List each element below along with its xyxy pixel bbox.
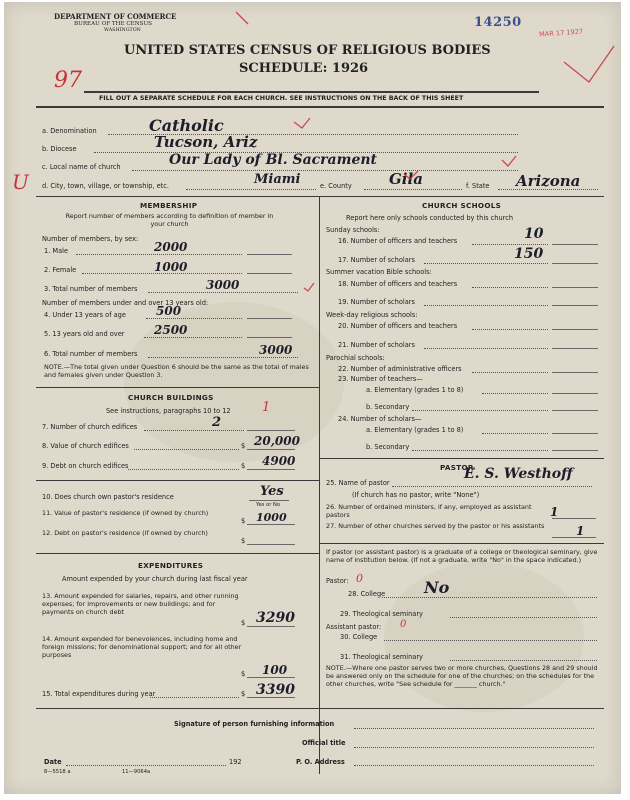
q14-label: 14. Amount expended for benevolences, including home and foreign missions; for denominational support; and for all other purposes <box>42 635 242 659</box>
q13-label: 13. Amount expended for salaries, repairs, and other running expenses; for improvements or new buildings; and for payments on church debt <box>42 592 239 616</box>
q26-value: 1 <box>550 505 559 519</box>
q5-value: 2500 <box>154 323 188 337</box>
state-label: f. State <box>466 182 490 190</box>
q3-label: 3. Total number of members <box>44 285 138 293</box>
schools-title: CHURCH SCHOOLS <box>422 201 502 210</box>
graduate-note: If pastor (or assistant pastor) is a graduate of a college or theological seminary, give name of institution below. (If not a graduate, write "No" in the space indicated.) <box>326 548 598 564</box>
q15-label: 15. Total expenditures during year <box>42 690 156 698</box>
bureau-label: BUREAU OF THE CENSUS <box>74 21 153 27</box>
q29-label: 29. Theological seminary <box>340 610 423 618</box>
membership-intro: Report number of members according to definition of member in your church <box>65 212 274 228</box>
q24-elementary: a. Elementary (grades 1 to 8) <box>366 426 464 434</box>
q17-value: 150 <box>514 246 544 262</box>
q13-dollar: $ <box>241 619 246 627</box>
city-value: Miami <box>254 172 301 187</box>
assistant-sublabel: Assistant pastor: <box>326 623 382 631</box>
q30-label: 30. College <box>340 633 378 641</box>
received-date-stamp: MAR 17 1927 <box>538 27 584 39</box>
q23-elementary: a. Elementary (grades 1 to 8) <box>366 386 464 394</box>
q10-value: Yes <box>260 484 284 499</box>
q1-value: 2000 <box>154 240 188 254</box>
check-icon <box>404 171 418 179</box>
q3-value: 3000 <box>206 278 240 292</box>
census-schedule-document <box>4 2 621 794</box>
q14-value: 100 <box>262 663 288 677</box>
po-address-label: P. O. Address <box>296 758 345 766</box>
diocese-label: b. Diocese <box>42 145 77 153</box>
q19-label: 19. Number of scholars <box>338 298 415 306</box>
diocese-value: Tucson, Ariz <box>154 133 258 151</box>
q8-dollar: $ <box>241 442 246 450</box>
red-record-number: 97 <box>54 68 82 93</box>
weekday-schools: Week-day religious schools: <box>326 311 418 319</box>
q4-label: 4. Under 13 years of age <box>44 311 126 319</box>
q18-label: 18. Number of officers and teachers <box>338 280 458 288</box>
q20-label: 20. Number of officers and teachers <box>338 322 458 330</box>
q22-label: 22. Number of administrative officers <box>338 365 462 373</box>
pastor-note: NOTE.—Where one pastor serves two or more churches, Questions 28 and 29 should be answered only on the schedule for one of the churches; on the schedules for the other churches, write "See schedule for _______ church." <box>326 664 598 688</box>
q11-value: 1000 <box>256 511 287 524</box>
city-label-field: d. City, town, village, or township, etc. <box>42 182 169 190</box>
signature-label: Signature of person furnishing information <box>174 720 335 728</box>
denomination-value: Catholic <box>149 116 224 135</box>
official-title-label: Official title <box>302 739 346 747</box>
q26-label: 26. Number of ordained ministers, if any, employed as assistant pastors <box>326 503 532 519</box>
q31-label: 31. Theological seminary <box>340 653 423 661</box>
q23-secondary: b. Secondary <box>366 403 410 411</box>
q27-label: 27. Number of other churches served by the pastor or his assistants <box>326 522 545 530</box>
check-icon <box>564 46 614 82</box>
assistant-red-mark: 0 <box>400 619 407 630</box>
q13-value: 3290 <box>256 610 295 626</box>
county-label: e. County <box>320 182 352 190</box>
parochial-schools: Parochial schools: <box>326 354 385 362</box>
q12-label: 12. Debt on pastor's residence (if owned by church) <box>42 529 208 537</box>
q9-dollar: $ <box>241 462 246 470</box>
q27-value: 1 <box>576 524 585 538</box>
red-check-mark: 1 <box>262 400 271 415</box>
department-label: DEPARTMENT OF COMMERCE <box>54 12 177 21</box>
q24-label: 24. Number of scholars— <box>338 415 422 423</box>
q15-value: 3390 <box>256 682 295 698</box>
pastor-red-mark: 0 <box>356 572 363 585</box>
pastor-sublabel: Pastor: <box>326 577 349 585</box>
q9-value: 4900 <box>262 454 296 468</box>
buildings-intro: See instructions, paragraphs 10 to 12 <box>106 407 231 415</box>
form-code: 8—5518 a <box>44 769 71 775</box>
q6-value: 3000 <box>259 343 293 357</box>
sunday-schools: Sunday schools: <box>326 226 380 234</box>
q28-label: 28. College <box>348 590 386 598</box>
city-label: WASHINGTON <box>104 28 141 33</box>
q25-note: (If church has no pastor, write "None") <box>352 491 480 499</box>
denomination-label: a. Denomination <box>42 127 97 135</box>
expenditures-intro: Amount expended by your church during last fiscal year <box>62 575 248 583</box>
q28-value: No <box>424 578 450 597</box>
print-code: 11—9064a <box>122 769 151 775</box>
q23-label: 23. Number of teachers— <box>338 375 423 383</box>
q9-label: 9. Debt on church edifices <box>42 462 129 470</box>
date-year: 192 <box>229 758 242 766</box>
membership-note: NOTE.—The total given under Question 6 should be the same as the total of males and females given under Question 3. <box>44 363 309 379</box>
q7-label: 7. Number of church edifices <box>42 423 138 431</box>
buildings-title: CHURCH BUILDINGS <box>128 393 214 402</box>
q10-label: 10. Does church own pastor's residence <box>42 493 174 501</box>
expenditures-title: EXPENDITURES <box>138 561 204 570</box>
schedule-instruction: FILL OUT A SEPARATE SCHEDULE FOR EACH CHURCH. SEE INSTRUCTIONS ON THE BACK OF THIS SHEET <box>99 95 464 102</box>
form-title: UNITED STATES CENSUS OF RELIGIOUS BODIES <box>124 43 491 58</box>
q2-value: 1000 <box>154 260 188 274</box>
q7-value: 2 <box>212 415 222 430</box>
check-icon <box>236 12 248 24</box>
q25-label: 25. Name of pastor <box>326 479 390 487</box>
q15-dollar: $ <box>241 690 246 698</box>
membership-title: MEMBERSHIP <box>140 201 198 210</box>
date-label: Date <box>44 758 62 766</box>
red-margin-mark: U <box>12 170 29 194</box>
q5-label: 5. 13 years old and over <box>44 330 125 338</box>
summer-schools: Summer vacation Bible schools: <box>326 268 432 276</box>
age-intro: Number of members under and over 13 years old: <box>42 299 209 307</box>
q16-label: 16. Number of officers and teachers <box>338 237 458 245</box>
check-icon <box>502 156 516 166</box>
check-icon <box>304 283 314 291</box>
church-name-label: c. Local name of church <box>42 163 121 171</box>
check-icon <box>294 118 310 128</box>
q4-value: 500 <box>156 304 182 318</box>
q17-label: 17. Number of scholars <box>338 256 415 264</box>
yes-no-hint: Yes or No <box>256 502 281 508</box>
q14-dollar: $ <box>241 670 246 678</box>
q6-label: 6. Total number of members <box>44 350 138 358</box>
q24-secondary: b. Secondary <box>366 443 410 451</box>
schedule-title: SCHEDULE: 1926 <box>239 61 369 76</box>
q12-dollar: $ <box>241 537 246 545</box>
red-check-marks <box>4 2 621 794</box>
q21-label: 21. Number of scholars <box>338 341 415 349</box>
church-name-value: Our Lady of Bl. Sacrament <box>169 152 377 168</box>
q8-label: 8. Value of church edifices <box>42 442 129 450</box>
q1-label: 1. Male <box>44 247 69 255</box>
q11-dollar: $ <box>241 517 246 525</box>
state-value: Arizona <box>516 172 581 190</box>
q11-label: 11. Value of pastor's residence (if owned by church) <box>42 509 209 517</box>
schools-intro: Report here only schools conducted by this church <box>346 214 514 222</box>
pastor-title: PASTOR <box>440 463 474 472</box>
county-value: Gila <box>389 170 423 188</box>
q25-value: E. S. Westhoff <box>464 466 573 482</box>
q8-value: 20,000 <box>254 434 300 448</box>
q2-label: 2. Female <box>44 266 77 274</box>
members-by-sex: Number of members, by sex: <box>42 235 139 243</box>
q16-value: 10 <box>524 226 544 242</box>
form-number: 14250 <box>474 15 522 30</box>
